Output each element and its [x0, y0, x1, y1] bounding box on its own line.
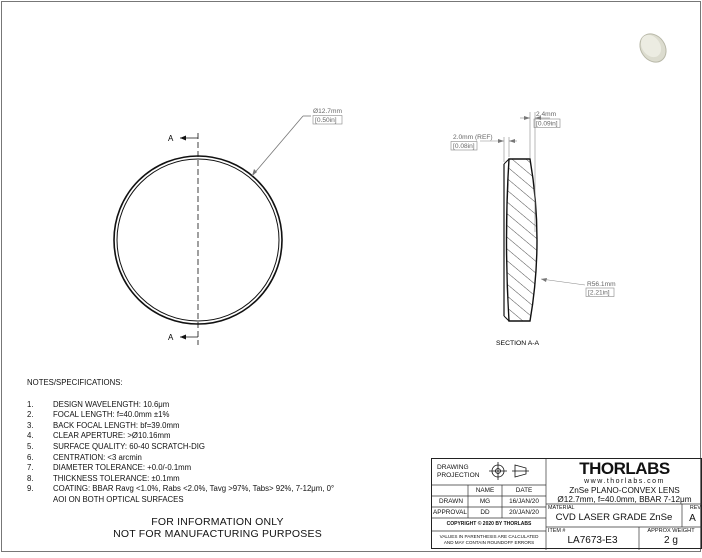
rev-label: REV: [689, 505, 701, 511]
note-item: [27, 484, 447, 505]
note-item: [27, 421, 447, 432]
lens-cross-section: [507, 159, 538, 321]
note-text: CENTRATION: <3 arcmin: [53, 452, 142, 462]
note-text: THICKNESS TOLERANCE: ±0.1mm: [53, 473, 180, 483]
note-item: [27, 400, 447, 411]
edge-label-in: [0.08in]: [453, 143, 475, 150]
item-number: LA7673-E3: [567, 535, 618, 546]
copyright-text: COPYRIGHT © 2020 BY THORLABS: [446, 521, 532, 527]
note-text: FOCAL LENGTH: f=40.0mm ±1%: [53, 410, 170, 420]
website-text: www.thorlabs.com: [584, 478, 665, 485]
note-item: [27, 410, 447, 421]
radius-label: R56.1mm: [587, 281, 616, 288]
projection-label: [437, 464, 480, 479]
notes-section: [27, 378, 447, 506]
values-note-2: AND MAY CONTAIN ROUNDOFF ERRORS: [443, 540, 535, 545]
disclaimer-line-2: NOT FOR MANUFACTURING PURPOSES: [113, 527, 322, 540]
values-note-1: VALUES IN PARENTHESIS ARE CALCULATED: [439, 534, 539, 539]
section-marker-top: A: [168, 134, 174, 143]
note-text: CLEAR APERTURE: >Ø10.16mm: [53, 431, 171, 441]
note-text: COATING: BBAR Ravg <1.0%, Rabs <2.0%, Tavg >97%, Tabs> 92%, 7-12μm, 0° AOI ON BOTH OPTICAL SURFACES: [53, 484, 335, 504]
thorlabs-logo: THORLABS: [579, 459, 670, 478]
note-item: [27, 442, 447, 453]
notes-heading: NOTES/SPECIFICATIONS:: [27, 378, 123, 387]
drawn-name: MG: [479, 498, 491, 505]
approval-date: 20/JAN/20: [509, 509, 539, 516]
note-text: BACK FOCAL LENGTH: bf=39.0mm: [53, 420, 180, 430]
note-text: SURFACE QUALITY: 60-40 SCRATCH-DIG: [53, 441, 205, 451]
note-number: 6.: [27, 452, 34, 462]
col-name-header: NAME: [475, 487, 495, 494]
values-note: [432, 534, 546, 546]
note-item: [27, 463, 447, 474]
description-line-1: ZnSe PLANO-CONVEX LENS: [569, 486, 680, 495]
note-number: 2.: [27, 410, 34, 420]
material-value: CVD LASER GRADE ZnSe: [555, 512, 673, 523]
front-view: [114, 108, 342, 345]
title-block: [431, 458, 702, 549]
note-number: 4.: [27, 431, 34, 441]
note-item: [27, 453, 447, 464]
disclaimer: [100, 517, 335, 540]
row-drawn-label: DRAWN: [439, 498, 463, 505]
thickness-label: 2.4mm: [536, 111, 557, 118]
approval-name: DD: [480, 509, 490, 516]
material-label: MATERIAL: [548, 505, 575, 511]
description-line-2: Ø12.7mm, f=40.0mm, BBAR 7-12μm: [557, 495, 692, 504]
diameter-label: Ø12.7mm: [313, 108, 342, 115]
edge-label: 2.0mm (REF): [453, 134, 493, 141]
diameter-label-in: [0.50in]: [315, 117, 337, 124]
col-date-header: DATE: [515, 487, 533, 494]
note-number: 7.: [27, 463, 34, 473]
diameter-leader: [252, 116, 303, 176]
rev-value: A: [689, 513, 696, 524]
radius-label-in: [2.21in]: [588, 289, 610, 297]
note-number: 8.: [27, 473, 34, 483]
projection-label-2: PROJECTION: [437, 471, 480, 479]
note-number: 3.: [27, 420, 34, 430]
lens-thumbnail: [635, 29, 672, 67]
note-number: 1.: [27, 399, 34, 409]
section-caption: SECTION A-A: [496, 340, 540, 347]
note-text: DESIGN WAVELENGTH: 10.6μm: [53, 399, 170, 409]
note-number: 9.: [27, 484, 34, 494]
section-marker-bottom: A: [168, 333, 174, 342]
row-approval-label: APPROVAL: [433, 509, 467, 516]
note-text: DIAMETER TOLERANCE: +0.0/-0.1mm: [53, 463, 192, 473]
weight-label: APPROX WEIGHT: [647, 528, 695, 534]
note-item: [27, 431, 447, 442]
thickness-label-in: [0.09in]: [536, 120, 558, 128]
radius-leader: [541, 279, 585, 285]
disclaimer-line-1: FOR INFORMATION ONLY: [151, 516, 284, 528]
notes-list: [27, 400, 447, 506]
weight-value: 2 g: [664, 535, 678, 546]
drawn-date: 16/JAN/20: [509, 498, 539, 505]
projection-label-1: DRAWING: [437, 464, 469, 471]
section-view: [451, 111, 616, 347]
item-label: ITEM #: [548, 528, 566, 534]
projection-symbol-icon: [489, 462, 529, 480]
note-number: 5.: [27, 441, 34, 451]
note-item: [27, 474, 447, 485]
